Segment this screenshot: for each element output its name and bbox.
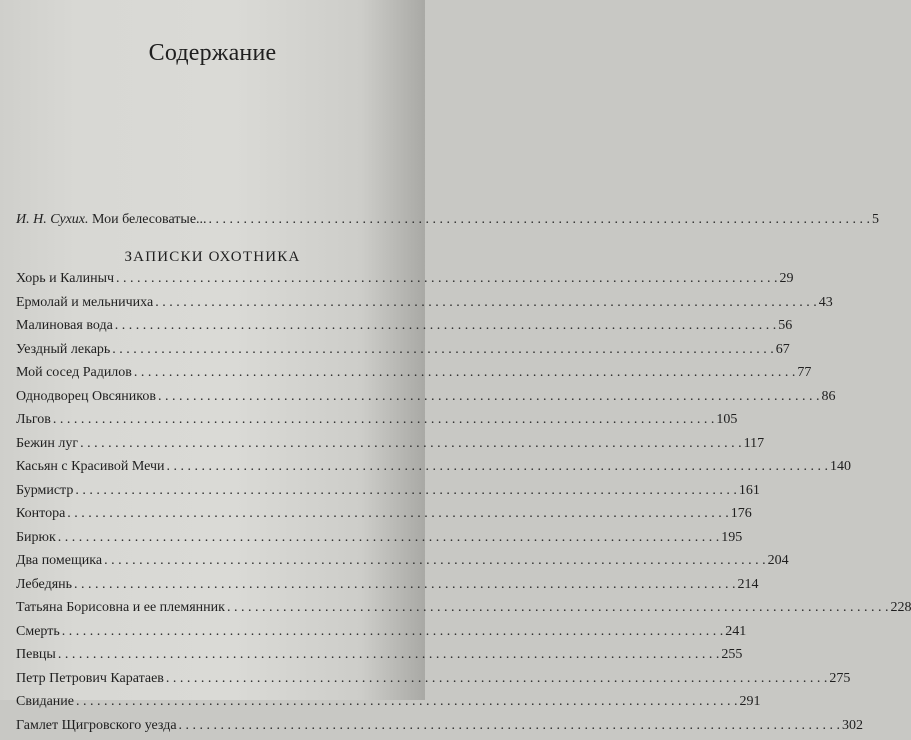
toc-dot-leader [67, 505, 729, 523]
toc-entry [16, 458, 852, 476]
toc-entry-page: 291 [739, 694, 761, 709]
toc-entry-page: 204 [767, 553, 789, 568]
toc-entry-page: 105 [716, 412, 738, 427]
toc-dot-leader [166, 670, 828, 688]
toc-entry-page: 255 [721, 647, 743, 662]
toc-entry [16, 599, 911, 617]
toc-entry [16, 693, 761, 711]
toc-entry [16, 270, 794, 288]
toc-dot-leader [75, 482, 737, 500]
page-title: Содержание [148, 40, 277, 66]
toc-entry [16, 646, 743, 664]
toc-intro-page: 5 [872, 212, 880, 227]
toc-entry-page: 228 [890, 600, 911, 615]
toc-dot-leader [167, 458, 829, 476]
toc-dot-leader [115, 317, 777, 335]
toc-entry-page: 176 [730, 506, 752, 521]
toc-dot-leader [104, 552, 766, 570]
running-header [0, 0, 425, 16]
toc-entry [16, 294, 833, 312]
toc-entry [16, 482, 760, 500]
toc-intro-title [16, 211, 207, 229]
toc-entry-title: Татьяна Борисовна и ее племянник [16, 600, 225, 615]
toc-entry [16, 388, 836, 406]
toc-entry-title: Бурмистр [16, 482, 74, 498]
toc-dot-leader [74, 576, 736, 594]
toc-dot-leader [134, 364, 796, 382]
toc-entry-title: Хорь и Калиныч [16, 271, 115, 286]
toc-entry-page: 56 [778, 318, 793, 333]
toc-entry-title: Гамлет Щигровского уезда [16, 717, 177, 733]
toc-dot-leader [58, 646, 720, 664]
toc-entry [16, 411, 738, 429]
toc-entry-title: Однодворец Овсяников [16, 388, 156, 404]
toc-entry [16, 317, 793, 335]
toc-entry-title: Бежин луг [16, 435, 79, 451]
toc-dot-leader [179, 717, 841, 735]
toc-entry-title: Уездный лекарь [16, 341, 111, 357]
toc-entry-title: Льгов [16, 412, 51, 427]
toc-entry-page: 214 [737, 576, 759, 592]
toc-list [0, 270, 911, 740]
toc-dot-leader [80, 435, 742, 453]
toc-entry-title: Лебедянь [16, 576, 73, 592]
toc-entry-title: Ермолай и мельничиха [16, 294, 154, 310]
toc-entry [16, 341, 790, 359]
toc-entry [16, 529, 743, 547]
toc-dot-leader [158, 388, 820, 406]
toc-entry-title: Смерть [16, 623, 60, 639]
toc-entry-page: 140 [830, 459, 852, 474]
toc-entry-title: Мой сосед Радилов [16, 365, 132, 380]
toc-entry-page: 241 [725, 623, 747, 639]
toc-intro-author: И. Н. Сухих. [16, 212, 89, 227]
toc-dot-leader [58, 529, 720, 547]
toc-entry-title: Касьян с Красивой Мечи [16, 459, 165, 474]
toc-entry [16, 552, 789, 570]
toc-dot-leader [155, 294, 817, 312]
toc-entry [16, 576, 759, 594]
section-heading: ЗАПИСКИ ОХОТНИКА [124, 249, 301, 265]
toc-dot-leader [209, 211, 871, 229]
toc-dot-leader [227, 599, 889, 617]
toc-entry-title: Контора [16, 506, 66, 521]
toc-entry [16, 505, 752, 523]
toc-entry [16, 670, 851, 688]
toc-entry-title: Бирюк [16, 529, 56, 545]
toc-intro-essay-title: Мои белесоватые... [88, 212, 207, 227]
toc-entry-page: 161 [738, 482, 760, 498]
toc-dot-leader [53, 411, 715, 429]
toc-entry-title: Свидание [16, 694, 74, 709]
toc-entry-page: 275 [829, 670, 851, 686]
toc-entry-title: Певцы [16, 647, 56, 662]
toc-dot-leader [62, 623, 724, 641]
toc-entry-page: 195 [721, 529, 743, 545]
toc-entry [16, 364, 812, 382]
toc-entry-page: 43 [818, 294, 833, 310]
toc-entry-page: 117 [743, 435, 765, 451]
toc-entry-page: 29 [779, 271, 794, 286]
toc-entry-title: Петр Петрович Каратаев [16, 670, 164, 686]
toc-entry [16, 717, 864, 735]
toc-intro-entry [16, 211, 880, 229]
toc-entry-title: Два помещика [16, 553, 103, 568]
toc-entry-page: 77 [797, 365, 812, 380]
toc-entry [16, 435, 765, 453]
toc-entry-page: 302 [842, 717, 864, 733]
toc-dot-leader [116, 270, 778, 288]
toc-entry [16, 623, 747, 641]
toc-dot-leader [76, 693, 738, 711]
toc-dot-leader [112, 341, 774, 359]
toc-entry-page: 67 [775, 341, 790, 357]
toc-entry-page: 86 [821, 388, 836, 404]
toc-entry-title: Малиновая вода [16, 318, 113, 333]
